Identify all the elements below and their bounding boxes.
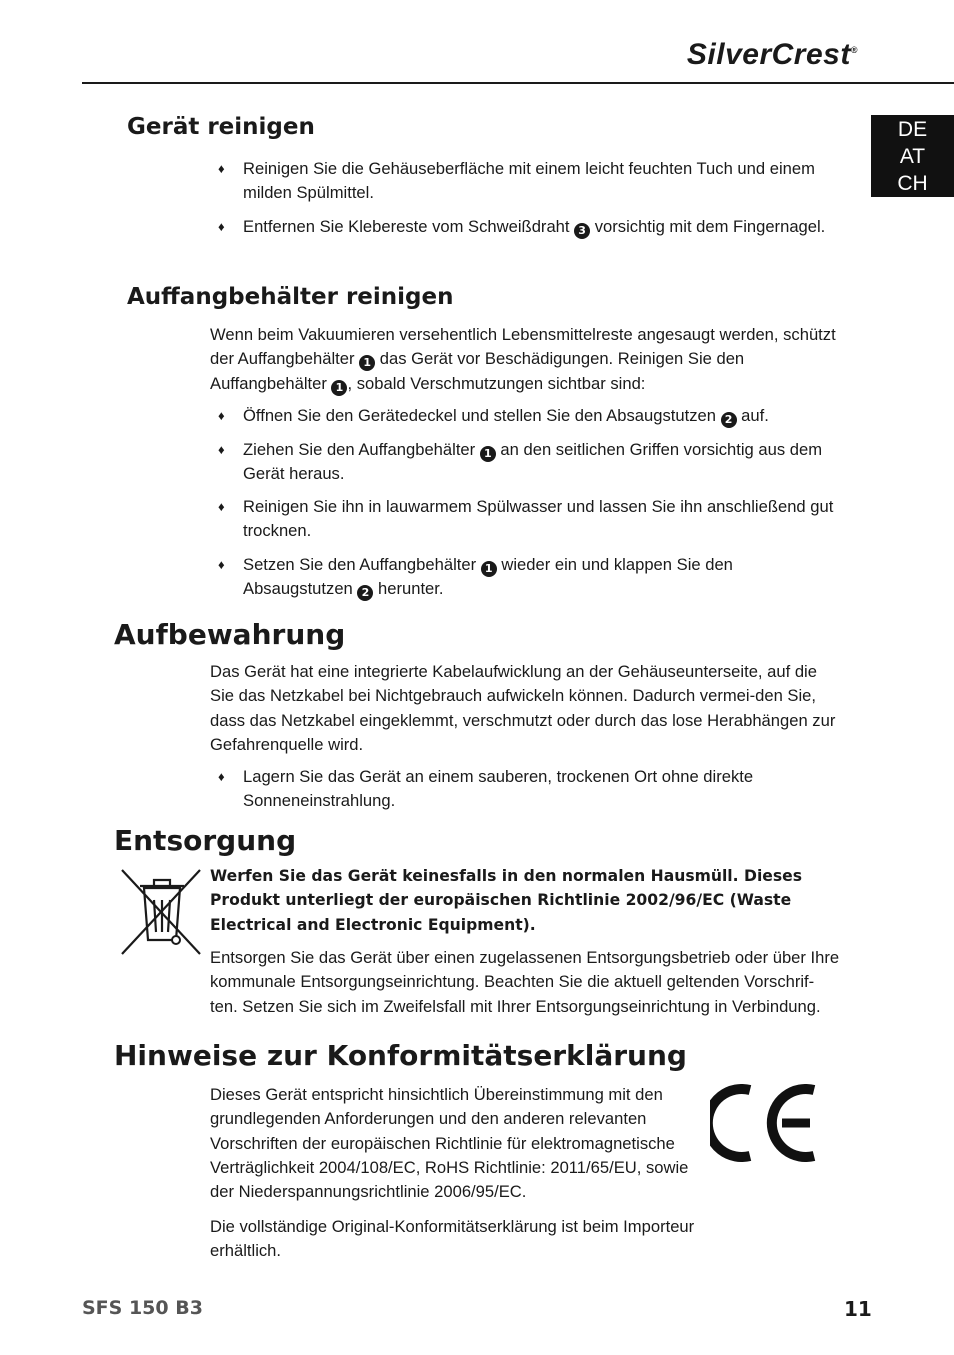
bullet-item: ♦ Setzen Sie den Auffangbehälter 1 wieder ein und klappen Sie den Absaugstutzen 2 herunter. [218,555,733,600]
page-number: 11 [844,1297,872,1321]
bullet-item: ♦ Lagern Sie das Gerät an einem sauberen, trockenen Ort ohne direkte Sonneneinstrahlung. [218,767,754,811]
diamond-bullet-icon: ♦ [218,219,225,234]
footer-model: SFS 150 B3 [82,1297,203,1319]
heading-storage: Aufbewahrung [114,618,346,651]
reference-number-icon: 1 [480,446,496,462]
diamond-bullet-icon: ♦ [218,499,225,514]
header-rule [82,82,954,84]
reference-number-icon: 2 [357,585,373,601]
reference-number-icon: 1 [481,561,497,577]
brand-logo: SilverCrest® [686,38,858,71]
lang-de: DE [897,117,928,141]
lang-ch: CH [897,171,928,195]
crossed-out-bin-icon [120,866,204,958]
heading-cleaning-device: Gerät reinigen [127,114,315,140]
bullet-item: ♦ Reinigen Sie ihn in lauwarmem Spülwasser und lassen Sie ihn anschließend gut trocknen. [218,497,834,541]
bullet-item: ♦ Reinigen Sie die Gehäuseberfläche mit einem leicht feuchten Tuch und einem milden Spülmittel. [218,159,815,203]
reference-number-icon: 2 [721,412,737,428]
diamond-bullet-icon: ♦ [218,161,225,176]
lang-at: AT [899,144,926,168]
language-tab [871,115,954,197]
diamond-bullet-icon: ♦ [218,408,225,423]
reference-number-icon: 1 [359,355,375,371]
reference-number-icon: 3 [574,223,590,239]
container-intro: Wenn beim Vakuumieren versehentlich Lebensmittelreste angesaugt werden, schützt der Auffangbehälter 1 das Gerät vor Beschädigungen. Reinigen Sie den Auffangbehälter 1 , sobald Verschmutzungen sichtbar sind: [210,325,836,394]
diamond-bullet-icon: ♦ [218,557,225,572]
heading-cleaning-container: Auffangbehälter reinigen [127,284,454,310]
heading-disposal: Entsorgung [114,824,297,857]
ce-mark-icon [710,1084,818,1162]
reference-number-icon: 1 [331,380,347,396]
heading-conformity: Hinweise zur Konformitätserklärung [114,1039,687,1072]
bullet-item: ♦ Öffnen Sie den Gerätedeckel und stellen Sie den Absaugstutzen 2 auf. [218,404,840,428]
diamond-bullet-icon: ♦ [218,769,225,784]
storage-intro: Das Gerät hat eine integrierte Kabelaufwicklung an der Gehäuseunterseite, auf die Sie das Netzkabel bei Nichtgebrauch aufwickeln können. Dadurch vermei-den Sie, dass das Netzkabel eingeklemmt, verschmutzt oder durch das lose Herabhängen zur Gefahrenquelle wird. [210,662,836,754]
bullet-item: ♦ Entfernen Sie Klebereste vom Schweißdraht 3 vorsichtig mit dem Fingernagel. [218,215,840,239]
conformity-note: Die vollständige Original-Konformitätserklärung ist beim Importeur erhältlich. [210,1217,695,1261]
disposal-warning: Werfen Sie das Gerät keinesfalls in den normalen Hausmüll. Dieses Produkt unterliegt der europäischen Richtlinie 2002/96/EC (Waste Electrical and Electronic Equipment). [210,867,803,934]
conformity-text: Dieses Gerät entspricht hinsichtlich Übereinstimmung mit den grundlegenden Anforderungen und den anderen relevanten Vorschriften der europäischen Richtlinie für elektromagnetische Verträglichkeit 2004/108/EC, RoHS Richtlinie: 2011/65/EU, sowie der Niederspannungsrichtlinie 2006/95/EC. [210,1085,689,1202]
bullet-item: ♦ Ziehen Sie den Auffangbehälter 1 an den seitlichen Griffen vorsichtig aus dem Gerät heraus. [218,440,823,484]
diamond-bullet-icon: ♦ [218,442,225,457]
disposal-text: Entsorgen Sie das Gerät über einen zugelassenen Entsorgungsbetrieb oder über Ihre kommunale Entsorgungseinrichtung. Beachten Sie die aktuell geltenden Vorschrif-ten. Setzen Sie sich im Zweifelsfall mit Ihrer Entsorgungseinrichtung in Verbindung. [210,948,840,1016]
